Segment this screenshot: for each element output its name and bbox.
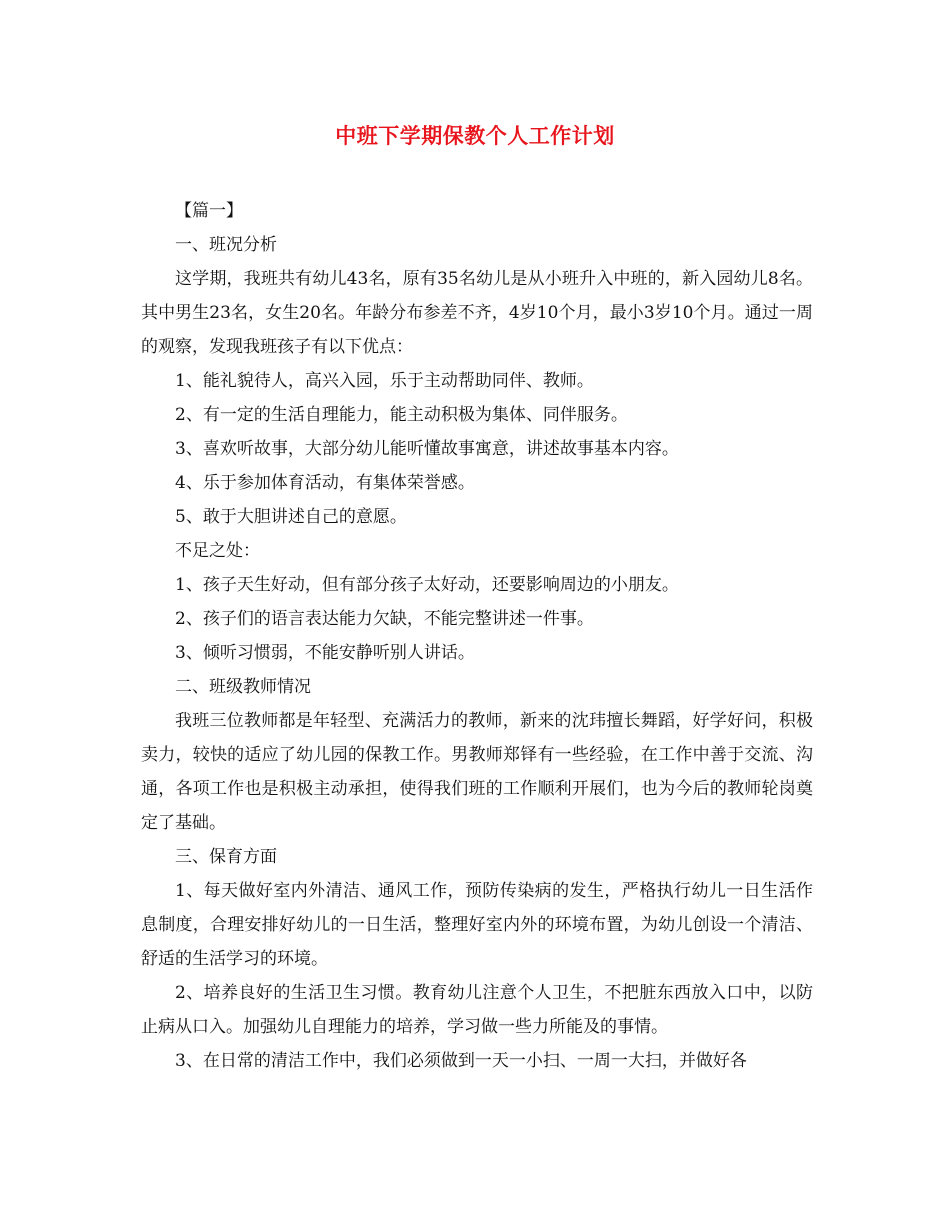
list-item-strength-5: 5、敢于大胆讲述自己的意愿。 — [175, 507, 407, 527]
list-item-shortcoming-3: 3、倾听习惯弱，不能安静听别人讲话。 — [175, 643, 475, 663]
list-item-strength-1: 1、能礼貌待人，高兴入园，乐于主动帮助同伴、教师。 — [175, 371, 594, 391]
list-item-shortcoming-1: 1、孩子天生好动，但有部分孩子太好动，还要影响周边的小朋友。 — [175, 575, 679, 595]
paragraph-care-3: 3、在日常的清洁工作中，我们必须做到一天一小扫、一周一大扫，并做好各 — [175, 1051, 747, 1071]
paragraph-care-2: 2、培养良好的生活卫生习惯。教育幼儿注意个人卫生，不把脏东西放入口中，以防止病从口入。加强幼儿自理能力的培养，学习做一些力所能及的事情。 — [141, 983, 813, 1037]
list-item-strength-3: 3、喜欢听故事，大部分幼儿能听懂故事寓意，讲述故事基本内容。 — [175, 439, 679, 459]
heading-teachers: 二、班级教师情况 — [175, 677, 311, 697]
document-title: 中班下学期保教个人工作计划 — [335, 123, 615, 148]
heading-class-analysis: 一、班况分析 — [175, 235, 277, 255]
heading-care: 三、保育方面 — [175, 847, 277, 867]
list-item-strength-4: 4、乐于参加体育活动，有集体荣誉感。 — [175, 473, 475, 493]
paragraph-care-1: 1、每天做好室内外清洁、通风工作，预防传染病的发生，严格执行幼儿一日生活作息制度，合理安排好幼儿的一日生活，整理好室内外的环境布置，为幼儿创设一个清洁、舒适的生活学习的环境。 — [141, 881, 813, 969]
paragraph-class-overview: 这学期，我班共有幼儿43名，原有35名幼儿是从小班升入中班的，新入园幼儿8名。其中男生23名，女生20名。年龄分布参差不齐，4岁10个月，最小3岁10个月。通过一周的观察，发现我班孩子有以下优点： — [141, 269, 813, 357]
subheading-shortcomings: 不足之处： — [175, 541, 260, 561]
list-item-strength-2: 2、有一定的生活自理能力，能主动积极为集体、同伴服务。 — [175, 405, 628, 425]
paragraph-teachers: 我班三位教师都是年轻型、充满活力的教师，新来的沈玮擅长舞蹈，好学好问，积极卖力，较快的适应了幼儿园的保教工作。男教师郑铎有一些经验，在工作中善于交流、沟通，各项工作也是积极主动承担，使得我们班的工作顺利开展们，也为今后的教师轮岗奠定了基础。 — [141, 711, 813, 833]
section-label: 【篇一】 — [175, 201, 243, 221]
list-item-shortcoming-2: 2、孩子们的语言表达能力欠缺，不能完整讲述一件事。 — [175, 609, 594, 629]
document-body — [141, 194, 813, 1078]
